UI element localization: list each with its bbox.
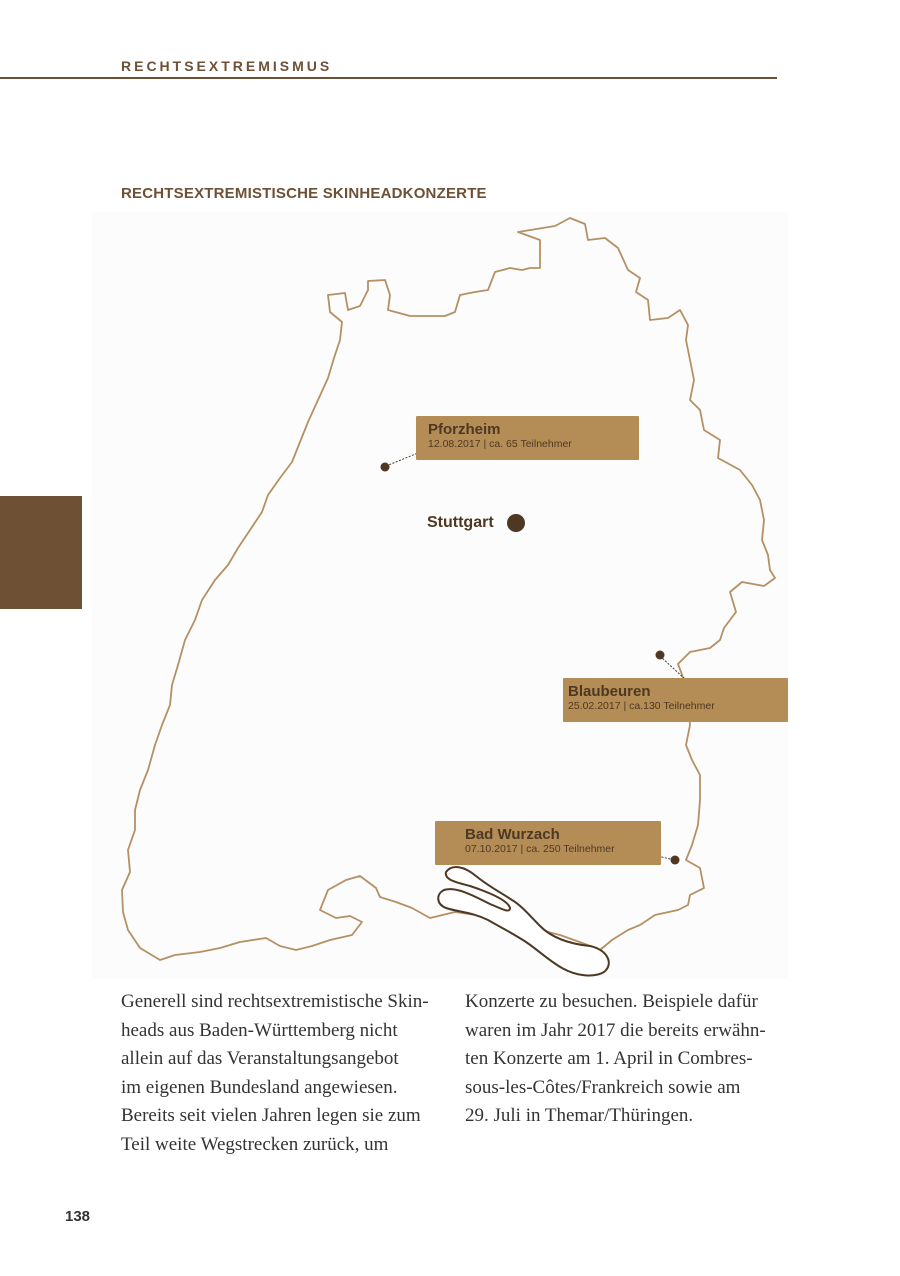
text-line: ten Konzerte am 1. April in Combres-	[465, 1048, 753, 1069]
text-line: allein auf das Veranstaltungsangebot	[121, 1048, 399, 1069]
callout-place: Blaubeuren	[568, 683, 651, 700]
callout-detail: 25.02.2017 | ca.130 Teilnehmer	[568, 700, 715, 712]
text-line: Konzerte zu besuchen. Beispiele dafür	[465, 991, 758, 1012]
callout-place: Pforzheim	[428, 421, 501, 438]
marker-pforzheim	[381, 463, 390, 472]
text-line: 29. Juli in Themar/Thüringen.	[465, 1105, 694, 1126]
callout-blaubeuren	[563, 678, 788, 722]
callout-detail: 07.10.2017 | ca. 250 Teilnehmer	[465, 843, 615, 855]
callout-pforzheim	[416, 416, 639, 460]
page-number: 138	[65, 1208, 91, 1225]
body-text-left	[121, 988, 434, 1159]
marker-stuttgart	[507, 514, 525, 532]
marker-bad-wurzach	[671, 856, 680, 865]
text-line: sous-les-Côtes/Frankreich sowie am	[465, 1076, 741, 1098]
text-line: heads aus Baden-Württemberg nicht	[121, 1019, 398, 1041]
capital-label: Stuttgart	[427, 514, 494, 531]
callout-place: Bad Wurzach	[465, 826, 560, 843]
text-line: Teil weite Wegstrecken zurück, um	[121, 1133, 389, 1155]
callout-detail: 12.08.2017 | ca. 65 Teilnehmer	[428, 438, 572, 450]
text-line: waren im Jahr 2017 die bereits erwähn-	[465, 1019, 766, 1041]
map-title-line-1: RECHTSEXTREMISTISCHE SKINHEADKONZERTE	[121, 185, 487, 202]
text-line: Generell sind rechtsextremistische Skin-	[121, 991, 429, 1012]
section-header: RECHTSEXTREMISMUS	[121, 58, 333, 74]
text-line: Bereits seit vielen Jahren legen sie zum	[121, 1105, 421, 1126]
text-line: im eigenen Bundesland angewiesen.	[121, 1076, 398, 1098]
body-text-right	[465, 988, 778, 1131]
marker-blaubeuren	[656, 651, 665, 660]
callout-bad-wurzach	[435, 821, 661, 865]
